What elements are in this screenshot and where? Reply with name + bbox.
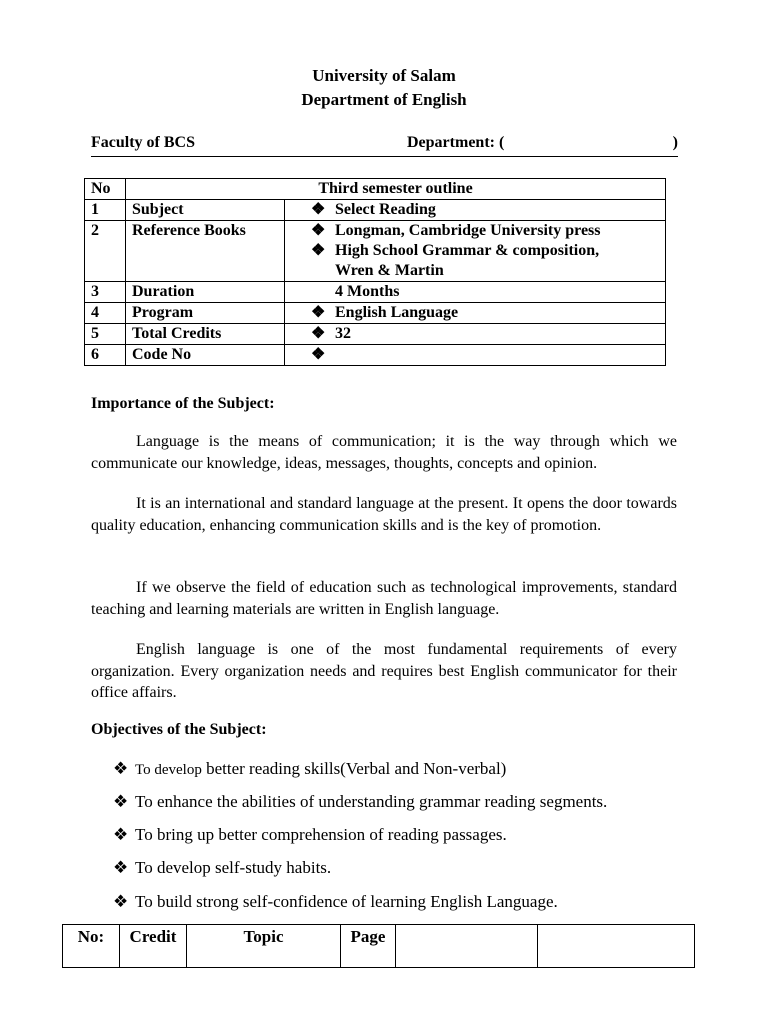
outline-row-label: Duration [126, 282, 285, 303]
outline-row-label: Code No [126, 345, 285, 366]
diamond-bullet-icon: ❖ [311, 242, 326, 259]
importance-paragraph-2: It is an international and standard language at the present. It opens the door towards quality education, enhancing communication skills and is the key of promotion. [91, 495, 677, 534]
outline-row-number: 4 [85, 303, 126, 324]
department-label: Department: ( [407, 134, 505, 151]
outline-row [85, 324, 666, 345]
objective-text: To build strong self-confidence of learning English Language. [135, 892, 558, 911]
diamond-bullet-icon: ❖ [113, 892, 129, 911]
importance-paragraph-4: English language is one of the most fundamental requirements of every organization. Every organization needs and requires best English communicator for their office affairs. [91, 641, 677, 701]
outline-value-line: 4 Months [335, 283, 400, 300]
department-title: Department of English [301, 90, 467, 109]
outline-table [84, 178, 666, 366]
outline-row-value [285, 345, 666, 366]
outline-row-number: 1 [85, 200, 126, 221]
outline-value-line [285, 241, 665, 261]
outline-value-line [285, 221, 665, 241]
objective-item [113, 858, 331, 878]
outline-col-no: No [85, 179, 126, 200]
outline-row [85, 282, 666, 303]
outline-row [85, 345, 666, 366]
credit-col-empty-2 [538, 925, 695, 968]
credit-table [62, 924, 695, 968]
outline-heading: Third semester outline [126, 179, 666, 200]
outline-row [85, 303, 666, 324]
credit-col-page: Page [341, 925, 396, 968]
objective-item [113, 825, 507, 845]
diamond-bullet-icon: ❖ [311, 222, 326, 239]
outline-value-line [285, 324, 665, 344]
outline-value-line [285, 303, 665, 323]
outline-row-label: Reference Books [126, 221, 285, 282]
objective-text: To develop self-study habits. [135, 858, 332, 877]
outline-value-line [285, 200, 665, 220]
outline-row-number: 5 [85, 324, 126, 345]
outline-value-text: Select Reading [335, 201, 436, 218]
outline-value-line: Wren & Martin [335, 262, 444, 279]
diamond-bullet-icon: ❖ [311, 325, 326, 342]
diamond-bullet-icon: ❖ [113, 792, 129, 811]
outline-row-value [285, 282, 666, 303]
objective-text: To bring up better comprehension of reading passages. [135, 825, 507, 844]
outline-value-text: 32 [335, 325, 351, 342]
diamond-bullet-icon: ❖ [311, 346, 326, 363]
department-close-paren: ) [672, 134, 678, 151]
outline-row-label: Program [126, 303, 285, 324]
outline-row [85, 200, 666, 221]
diamond-bullet-icon: ❖ [113, 759, 129, 778]
outline-row [85, 221, 666, 282]
objective-text: To enhance the abilities of understanding grammar reading segments. [135, 792, 608, 811]
objective-item [113, 892, 558, 912]
diamond-bullet-icon: ❖ [113, 825, 129, 844]
diamond-bullet-icon: ❖ [311, 201, 326, 218]
credit-col-empty-1 [396, 925, 538, 968]
importance-paragraph-1: Language is the means of communication; it is the way through which we communicate our knowledge, ideas, messages, thoughts, concepts and opinion. [91, 433, 677, 472]
outline-row-number: 6 [85, 345, 126, 366]
outline-row-number: 3 [85, 282, 126, 303]
outline-row-number: 2 [85, 221, 126, 282]
credit-table-header-row [63, 925, 695, 968]
outline-row-value [285, 200, 666, 221]
outline-row-value [285, 303, 666, 324]
outline-value-text: Longman, Cambridge University press [335, 222, 601, 239]
importance-heading: Importance of the Subject: [91, 395, 275, 412]
outline-row-label: Subject [126, 200, 285, 221]
diamond-bullet-icon: ❖ [311, 304, 326, 321]
university-title: University of Salam [312, 66, 456, 85]
outline-row-value [285, 324, 666, 345]
outline-header-row [85, 179, 666, 200]
outline-value-line [285, 345, 665, 365]
credit-col-credit: Credit [120, 925, 187, 968]
objective-item [113, 759, 506, 779]
outline-row-value [285, 221, 666, 282]
diamond-bullet-icon: ❖ [113, 858, 129, 877]
credit-col-no: No: [63, 925, 120, 968]
outline-row-label: Total Credits [126, 324, 285, 345]
objectives-heading: Objectives of the Subject: [91, 721, 267, 738]
faculty-label: Faculty of BCS [91, 134, 195, 151]
credit-col-topic: Topic [187, 925, 341, 968]
outline-value-text: High School Grammar & composition, [335, 242, 600, 259]
objective-item [113, 792, 607, 812]
importance-paragraph-3: If we observe the field of education such as technological improvements, standard teaching and learning materials are written in English language. [91, 579, 677, 618]
outline-value-text: English Language [335, 304, 459, 321]
objective-prefix: To develop [135, 762, 202, 778]
objective-text: better reading skills(Verbal and Non-verbal) [201, 759, 507, 778]
faculty-row [91, 134, 678, 157]
